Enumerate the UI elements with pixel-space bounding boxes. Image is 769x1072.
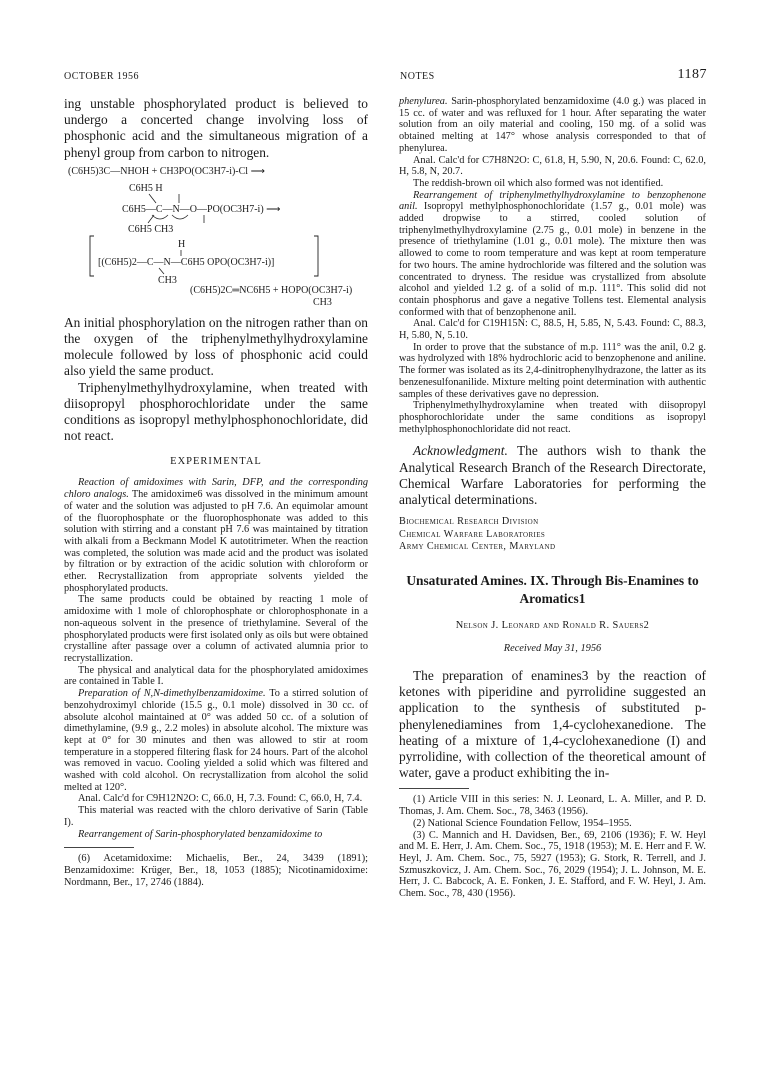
ack-title: Acknowledgment. — [413, 443, 508, 459]
exp-paragraph-6: This material was reacted with the chloro derivative of Sarin (Table I). — [64, 805, 368, 828]
footnote-6: (6) Acetamidoxime: Michaelis, Ber., 24, 3439 (1891); Benzamidoxime: Krüger, Ber., 18, 1053 (1885); Nicotinamidoxime: Nordmann, Ber., 17, 2746 (1884). — [64, 853, 368, 888]
footnote-1: (1) Article VIII in this series: N. J. Leonard, L. A. Miller, and P. D. Thomas, J. Am. Chem. Soc., 78, 3463 (1956). — [399, 794, 706, 818]
intro-paragraph: ing unstable phosphorylated product is believed to undergo a concerted change involving loss of phosphonic acid and the simultaneous migration of a phenyl group from carbon to nitrogen. — [64, 96, 368, 160]
exp-paragraph-4 — [64, 688, 368, 793]
scheme-line-3c: CH3 — [158, 274, 177, 286]
scheme-line-2b: C6H5—C—N—O—PO(OC3H7-i) ⟶ — [122, 203, 281, 215]
scheme-line-3a: H — [178, 238, 186, 250]
scheme-line-3b: [(C6H5)2—C—N—C6H5 OPO(OC3H7-i)] — [98, 256, 275, 268]
paragraph-initial-phosphorylation: An initial phosphorylation on the nitrogen rather than on the oxygen of the triphenylmethylhydroxylamine molecule followed by loss of phosphonic acid could also yield the same product. — [64, 314, 368, 379]
article-authors: Nelson J. Leonard and Ronald R. Sauers2 — [455, 619, 650, 631]
experimental-heading: EXPERIMENTAL — [170, 456, 262, 468]
affiliation-line-3: Army Chemical Center, Maryland — [399, 541, 556, 553]
r-p4-title: Rearrangement of triphenylmethylhydroxylamine to benzophenone anil. — [399, 189, 706, 213]
right-paragraph-1 — [399, 96, 706, 155]
running-header-section: NOTES — [400, 71, 435, 82]
affiliation-line-2: Chemical Warfare Laboratories — [399, 528, 546, 540]
ack-body: The authors wish to thank the Analytical Research Branch of the Research Directorate, Chemical Warfare Laboratories for performing the analytical determinations. — [399, 443, 706, 507]
scheme-line-1: (C6H5)3C—NHOH + CH3PO(OC3H7-i)-Cl ⟶ — [68, 165, 265, 177]
exp-paragraph-1 — [64, 477, 368, 594]
affiliation-block — [399, 516, 706, 554]
exp-p1-body: The amidoxime6 was dissolved in the minimum amount of water and the solution was adjusted to pH 7.6. An equimolar amount of the fluorophosphate or the fluorophosphonate was added to this solution with stirring and a constant pH 7.6 was maintained by titration with alkali from a Beckmann Model K autotitrimeter. When the reaction was completed, the solution was made acid and the product was isolated by filtration or by extraction of the acidic solution with chloroform or ether. Recrystallization from appropriate solvents yielded the phosphorylated products. — [64, 489, 369, 594]
exp-p7-title: Rearrangement of Sarin-phosphorylated benzamidoxime to — [78, 828, 323, 840]
received-date: Received May 31, 1956 — [503, 642, 602, 654]
acknowledgment — [399, 443, 706, 508]
right-paragraph-3: The reddish-brown oil which also formed was not identified. — [413, 177, 664, 189]
right-paragraph-6: In order to prove that the substance of m.p. 111° was the anil, 0.2 g. was hydrolyzed with 18% hydrochloric acid to benzophenone and aniline. The former was isolated as its 2,4-dinitrophenylhydrazone, the latter as its benzenesulfonanilide. Mixture melting point determination with authentic samples of these derivatives gave no depression. — [399, 341, 706, 400]
scheme-line-4: (C6H5)2C═NC6H5 + HOPO(OC3H7-i) — [190, 284, 353, 296]
footnote-2: (2) National Science Foundation Fellow, 1954–1955. — [413, 817, 632, 829]
right-paragraph-2: Anal. Calc'd for C7H8N2O: C, 61.8, H, 5.90, N, 20.6. Found: C, 62.0, H, 5.8, N, 20.7. — [399, 154, 706, 178]
exp-paragraph-5: Anal. Calc'd for C9H12N2O: C, 66.0, H, 7.3. Found: C, 66.0, H, 7.4. — [78, 793, 363, 805]
scheme-bottom — [64, 296, 368, 311]
right-paragraph-7: Triphenylmethylhydroxylamine when treated with diisopropyl phosphorochloridate under the same conditions as isopropyl methylphosphonochloridate did not react. — [399, 400, 706, 435]
exp-p4-title: Preparation of N,N-dimethylbenzamidoxime. — [78, 688, 266, 700]
scheme-line-2a: C6H5 H — [129, 182, 163, 194]
page-number: 1187 — [677, 67, 707, 82]
exp-paragraph-7 — [64, 829, 368, 841]
article-body: The preparation of enamines3 by the reaction of ketones with piperidine and pyrrolidine suggested an application to the synthesis of substituted p-phenylenediamines from 1,4-cyclohexanedione. The heating of a mixture of 1,4-cyclohexanedione (I) and pyrrolidine, with collection of the theoretical amount of water, gave a product exhibiting the in- — [399, 667, 706, 781]
right-paragraph-4 — [399, 190, 706, 319]
right-column — [399, 96, 706, 900]
r-p4-body: Isopropyl methylphosphonochloridate (1.57 g., 0.01 mole) was added dropwise to a stirred, cooled solution of triphenylmethylhydroxylamine (2.75 g., 0.01 mole) in benzene in the presence of triethylamine (1.01 g., 0.01 mole). The mixture then was allowed to come to room temperature and was kept at room temperature for two hours. The amine hydrochloride was filtered and the solution was concentrated to dryness. The residue was crystallized from absolute alcohol and yielded 1.2 g. of a solid of m.p. 111°. This solid did not contain phosphorus and gave a negative Tollens test. Elemental analysis conformed with that of benzophenone anil. — [399, 201, 706, 318]
left-column — [64, 96, 368, 888]
exp-paragraph-2: The same products could be obtained by reacting 1 mole of amidoxime with 1 mole of chlorophosphate or chlorophosphonate in a non-aqueous solvent in the presence of triethylamine. Several of the phosphorylated products were first isolated only as oils but were obtained crystalline after passage over a column of activated alumnia prior to recrystallization. — [64, 594, 368, 664]
r-p1-body: Sarin-phosphorylated benzamidoxime (4.0 g.) was placed in 15 cc. of water and was refluxed for 1 hour. After separating the water solution from an oily material and cooling, 150 mg. of a solid was obtained melting at 147° whose analysis corresponded to that of phenylurea. — [399, 96, 706, 154]
scheme-line-2c: C6H5 CH3 — [128, 223, 174, 235]
right-paragraph-5: Anal. Calc'd for C19H15N: C, 88.5, H, 5.85, N, 5.43. Found: C, 88.3, H, 5.80, N, 5.10. — [399, 318, 706, 342]
exp-p1-title: Reaction of amidoximes with Sarin, DFP, and the corresponding chloro analogs. — [64, 477, 368, 501]
paragraph-triphenylmethylhydroxylamine: Triphenylmethylhydroxylamine, when treated with diisopropyl phosphorochloridate under the same conditions as isopropyl methylphosphonochloridate, did not react. — [64, 379, 368, 444]
footnote-rule — [64, 847, 134, 848]
running-header-date: OCTOBER 1956 — [64, 71, 139, 82]
exp-p4-body: To a stirred solution of benzohydroximyl chloride (15.5 g., 0.1 mole) dissolved in 30 cc. of absolute alcohol maintained at 0° was added 50 cc. of a solution of dimethylamine, (9.9 g., 2.2 moles) in absolute alcohol. The mixture was kept at 0° for 30 minutes and then was allowed to stir at room temperature in a stoppered filtering flask for 24 hours. Part of the alcohol was removed in vacuo. Cooling yielded a solid which was filtered and washed with cold alcohol. On recrystallization from alcohol the solid melted at 120°. — [64, 688, 368, 793]
reaction-scheme — [64, 163, 368, 311]
affiliation-line-1: Biochemical Research Division — [399, 516, 539, 528]
exp-paragraph-3: The physical and analytical data for the phosphorylated amidoximes are contained in Table I. — [64, 664, 368, 688]
r-p1-title: phenylurea. — [399, 96, 448, 107]
scheme-line-4c: CH3 — [313, 296, 332, 308]
reaction-scheme-svg — [64, 163, 368, 299]
footnote-rule-right — [399, 788, 469, 789]
article-title: Unsaturated Amines. IX. Through Bis-Enamines to Aromatics1 — [406, 572, 699, 606]
footnote-3: (3) C. Mannich and H. Davidsen, Ber., 69, 2106 (1936); F. W. Heyl and M. E. Herr, J. Am. Chem. Soc., 75, 1918 (1953); M. E. Herr and F. W. Heyl, J. Am. Chem. Soc., 75, 5927 (1953); G. Stork, R. Terrell, and J. Szmuszkovicz, J. Am. Chem. Soc., 76, 2029 (1954); J. L. Johnson, M. E. Herr, J. C. Babcock, A. E. Fonken, J. E. Stafford, and F. W. Heyl, J. Am. Chem. Soc., 78, 430 (1956). — [399, 829, 706, 900]
